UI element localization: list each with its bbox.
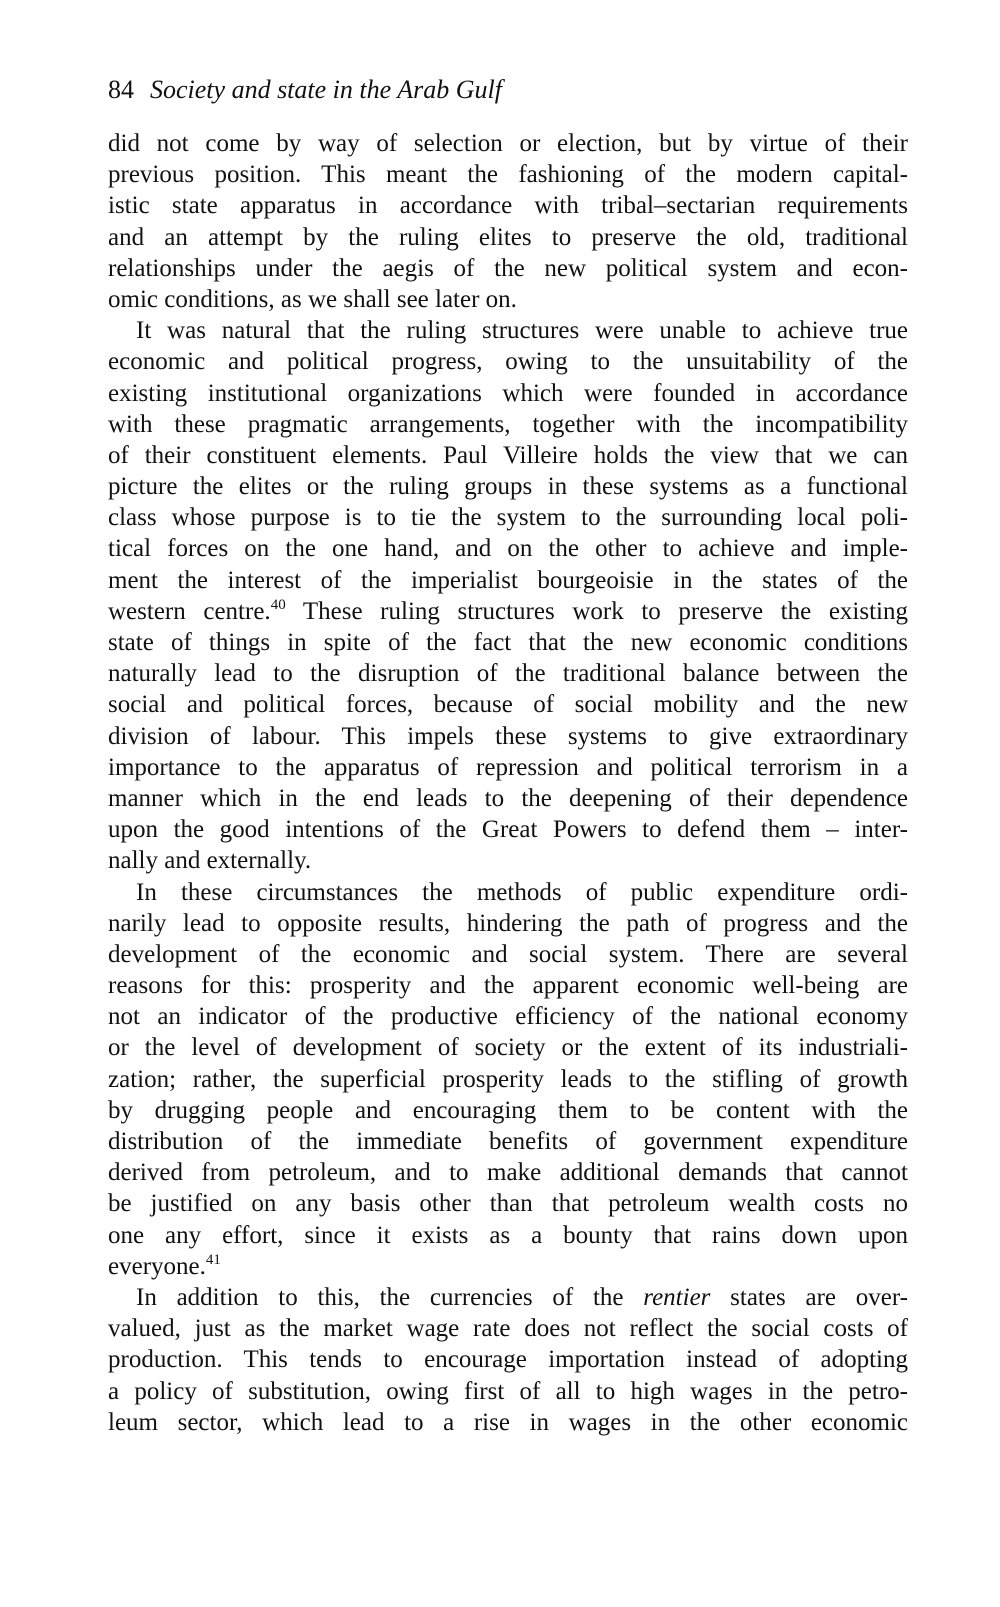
text-line	[108, 1220, 908, 1251]
line-text: nally and externally.	[108, 847, 312, 875]
text-line	[108, 471, 908, 502]
text-line	[108, 752, 908, 783]
text-line	[108, 783, 908, 814]
text-line	[108, 565, 908, 596]
text-line	[108, 1188, 908, 1219]
text-line	[108, 1282, 908, 1313]
line-text: upon the good intentions of the Great Powers to defend them – inter-	[108, 816, 908, 844]
text-line	[108, 315, 908, 346]
body-text	[108, 128, 908, 1438]
line-text: economic and political progress, owing to the unsuitability of the	[108, 348, 908, 376]
line-text: picture the elites or the ruling groups in these systems as a functional	[108, 473, 908, 501]
page-number: 84	[108, 75, 134, 104]
line-text: narily lead to opposite results, hindering the path of progress and the	[108, 909, 908, 937]
line-text: and an attempt by the ruling elites to preserve the old, traditional	[108, 223, 908, 251]
text-line	[108, 1376, 908, 1407]
text-line	[108, 346, 908, 377]
line-text: not an indicator of the productive efficiency of the national economy	[108, 1003, 908, 1031]
line-text: production. This tends to encourage importation instead of adopting	[108, 1346, 908, 1374]
text-line	[108, 409, 908, 440]
line-text: In addition to this, the currencies of the	[136, 1283, 644, 1311]
line-text: In these circumstances the methods of public expenditure ordi-	[136, 878, 908, 906]
text-line	[108, 970, 908, 1001]
line-text: ment the interest of the imperialist bourgeoisie in the states of the	[108, 566, 908, 594]
text-line	[108, 502, 908, 533]
line-text: previous position. This meant the fashioning of the modern capital-	[108, 161, 908, 189]
line-text: social and political forces, because of social mobility and the new	[108, 691, 908, 719]
footnote-ref: 41	[205, 1251, 221, 1268]
line-text: existing institutional organizations which were founded in accordance	[108, 379, 908, 407]
line-text: division of labour. This impels these systems to give extraordinary	[108, 722, 908, 750]
text-line	[108, 1251, 908, 1282]
text-line	[108, 1032, 908, 1063]
text-line	[108, 1407, 908, 1438]
italic-term: rentier	[643, 1283, 711, 1311]
text-line	[108, 1001, 908, 1032]
line-text-continued: These ruling structures work to preserve the existing	[285, 597, 908, 625]
text-line	[108, 1126, 908, 1157]
line-text: everyone.	[108, 1252, 206, 1280]
line-text: reasons for this: prosperity and the apparent economic well-being are	[108, 972, 908, 1000]
line-text: of their constituent elements. Paul Villeire holds the view that we can	[108, 441, 908, 469]
text-line	[108, 877, 908, 908]
line-text: western centre.	[108, 597, 271, 625]
line-text: development of the economic and social system. There are several	[108, 940, 908, 968]
line-text: derived from petroleum, and to make additional demands that cannot	[108, 1159, 908, 1187]
text-line	[108, 1157, 908, 1188]
line-text: It was natural that the ruling structures were unable to achieve true	[136, 317, 908, 345]
text-line	[108, 1344, 908, 1375]
line-text: class whose purpose is to tie the system to the surrounding local poli-	[108, 504, 908, 532]
line-text: did not come by way of selection or election, but by virtue of their	[108, 130, 908, 157]
text-line	[108, 1095, 908, 1126]
line-text: state of things in spite of the fact that the new economic conditions	[108, 629, 908, 656]
text-line	[108, 908, 908, 939]
running-title: Society and state in the Arab Gulf	[150, 75, 502, 104]
line-text: istic state apparatus in accordance with tribal–sectarian requirements	[108, 192, 908, 220]
line-text: a policy of substitution, owing first of all to high wages in the petro-	[108, 1377, 908, 1405]
line-text: be justified on any basis other than that petroleum wealth costs no	[108, 1190, 908, 1218]
text-line	[108, 845, 908, 876]
text-line	[108, 284, 908, 315]
line-text: manner which in the end leads to the deepening of their dependence	[108, 784, 908, 812]
text-line	[108, 814, 908, 845]
line-text: zation; rather, the superficial prosperity leads to the stifling of growth	[108, 1065, 908, 1093]
text-line	[108, 627, 908, 658]
text-line	[108, 689, 908, 720]
text-line	[108, 1064, 908, 1095]
line-text: naturally lead to the disruption of the traditional balance between the	[108, 660, 908, 688]
footnote-ref: 40	[270, 596, 286, 613]
text-line	[108, 222, 908, 253]
line-text: relationships under the aegis of the new political system and econ-	[108, 254, 908, 282]
text-line	[108, 1313, 908, 1344]
text-line	[108, 378, 908, 409]
line-text: tical forces on the one hand, and on the other to achieve and imple-	[108, 535, 908, 563]
text-line	[108, 440, 908, 471]
text-line	[108, 939, 908, 970]
line-text: importance to the apparatus of repression and political terrorism in a	[108, 753, 908, 781]
line-text: valued, just as the market wage rate does not reflect the social costs of	[108, 1315, 908, 1343]
text-line	[108, 159, 908, 190]
line-text: or the level of development of society or the extent of its industriali-	[108, 1034, 908, 1062]
text-line	[108, 128, 908, 159]
line-text: omic conditions, as we shall see later on.	[108, 285, 517, 313]
line-text: distribution of the immediate benefits of government expenditure	[108, 1128, 908, 1155]
text-line	[108, 658, 908, 689]
text-line	[108, 190, 908, 221]
line-text: with these pragmatic arrangements, together with the incompatibility	[108, 410, 908, 438]
text-line	[108, 533, 908, 564]
line-text: one any effort, since it exists as a bounty that rains down upon	[108, 1221, 908, 1249]
line-text: leum sector, which lead to a rise in wages in the other economic	[108, 1408, 908, 1436]
running-head	[108, 74, 502, 106]
text-line	[108, 596, 908, 627]
text-line	[108, 253, 908, 284]
line-text: by drugging people and encouraging them to be content with the	[108, 1096, 908, 1124]
line-text-continued: states are over-	[710, 1283, 908, 1311]
text-line	[108, 721, 908, 752]
